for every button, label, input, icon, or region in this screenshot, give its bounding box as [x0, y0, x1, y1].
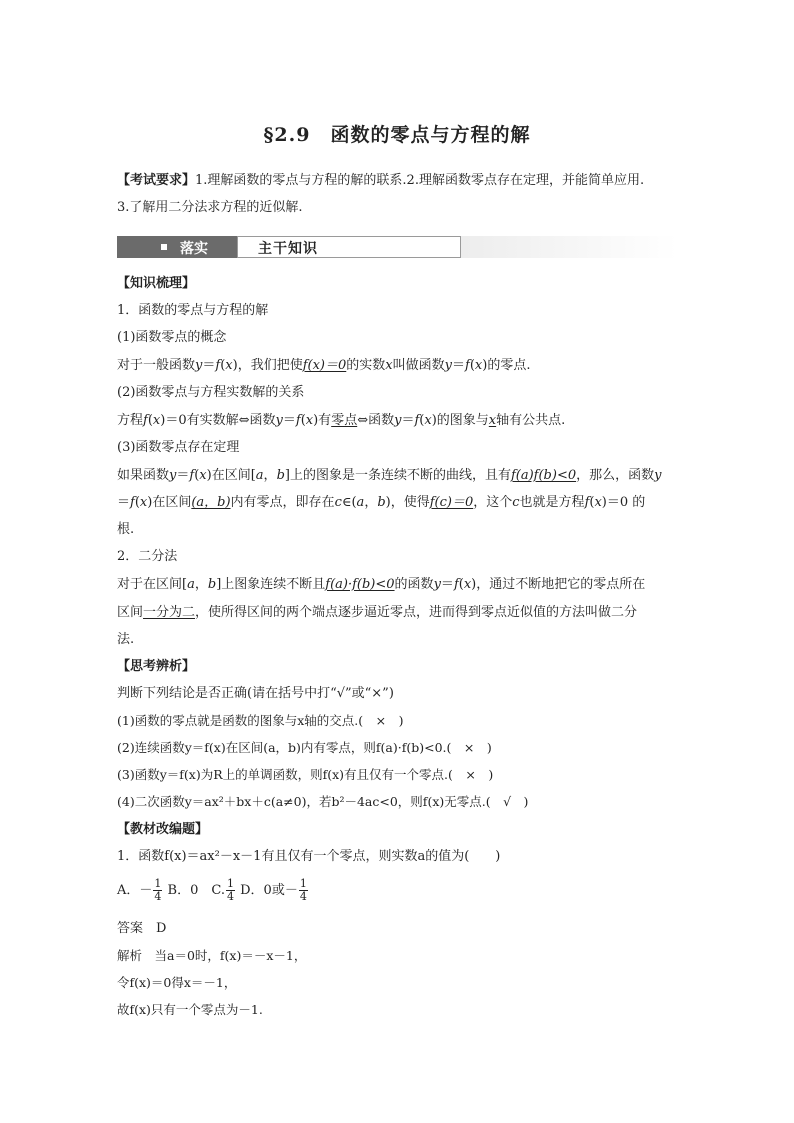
page-title: §2.9 函数的零点与方程的解	[263, 124, 531, 146]
exam-tag: 【考试要求】	[117, 173, 196, 188]
think-item-4: (4)二次函数y＝ax²＋bx＋c(a≠0)，若b²－4ac<0，则f(x)无零点.( √ )	[117, 794, 529, 809]
section-1b-heading: (2)函数零点与方程实数解的关系	[117, 385, 305, 400]
banner-label-right: 主干知识	[258, 241, 318, 257]
blank-zero-point: 零点	[331, 413, 358, 428]
blank-fa-fb: f(a)·f(b)<0	[325, 577, 395, 592]
section-2-line3: 法.	[117, 632, 135, 647]
section-1a-heading: (1)函数零点的概念	[117, 330, 227, 345]
option-a-label: A．－	[117, 883, 153, 898]
section-1b-text: 方程f(x)＝0有实数解⇔函数y＝f(x)有零点⇔函数y＝f(x)的图象与x轴有公共点.	[117, 413, 566, 428]
fraction-one-quarter: $\frac{1}{4}$	[299, 877, 307, 903]
banner-square-icon	[161, 244, 167, 250]
solution-line-3: 故f(x)只有一个零点为－1.	[117, 1002, 263, 1017]
exam-requirements-line2: 3.了解用二分法求方程的近似解.	[117, 200, 303, 215]
think-item-2: (2)连续函数y＝f(x)在区间(a，b)内有零点，则f(a)·f(b)<0.( × )	[117, 740, 492, 755]
section-1-heading: 1．函数的零点与方程的解	[117, 303, 269, 318]
textbook-question-1: 1．函数f(x)＝ax²－x－1有且仅有一个零点，则实数a的值为( )	[117, 849, 501, 864]
textbook-options	[117, 878, 309, 903]
exam-line1: 1.理解函数的零点与方程的解的联系.2.理解函数零点存在定理，并能简单应用.	[195, 173, 645, 188]
think-item-1: (1)函数的零点就是函数的图象与x轴的交点.( × )	[117, 713, 404, 728]
section-1a-text: 对于一般函数y＝f(x)，我们把使f(x)＝0的实数x叫做函数y＝f(x)的零点.	[117, 358, 531, 373]
blank-fx-zero: f(x)＝0	[302, 358, 347, 373]
section-1c-heading: (3)函数零点存在定理	[117, 440, 240, 455]
blank-fc-zero: f(c)＝0	[429, 495, 474, 510]
fraction-one-quarter: $\frac{1}{4}$	[154, 877, 162, 903]
blank-interval: (a，b)	[191, 495, 231, 510]
think-header: 【思考辨析】	[117, 659, 196, 674]
section-1c-line3: 根.	[117, 522, 135, 537]
textbook-header: 【教材改编题】	[117, 822, 209, 837]
section-2-line2: 区间一分为二，使所得区间的两个端点逐步逼近零点，进而得到零点近似值的方法叫做二分	[117, 605, 638, 620]
banner-dark-block	[117, 236, 237, 258]
section-1c-line2: ＝f(x)在区间(a，b)内有零点，即存在c∈(a，b)，使得f(c)＝0，这个c也就是方程f(x)＝0 的	[117, 495, 646, 510]
think-intro: 判断下列结论是否正确(请在括号中打“√”或“×”)	[117, 686, 394, 701]
solution-line-2: 令f(x)＝0得x＝－1，	[117, 975, 237, 990]
solution-line-1: 解析 当a＝0时，f(x)＝－x－1，	[117, 948, 307, 963]
section-1c-line1: 如果函数y＝f(x)在区间[a，b]上的图象是一条连续不断的曲线，且有f(a)f(b)<0，那么，函数y	[117, 468, 662, 483]
banner-label-left: 落实	[180, 241, 208, 257]
blank-split-half: 一分为二	[143, 605, 196, 620]
section-2-heading: 2．二分法	[117, 549, 178, 564]
blank-x-axis: x	[488, 413, 497, 428]
blank-fafb: f(a)f(b)<0	[510, 468, 577, 483]
banner-light-block	[237, 236, 461, 258]
option-bc-label: B．0 C.	[167, 883, 225, 898]
exam-requirements-line1	[117, 172, 644, 190]
think-item-3: (3)函数y＝f(x)为R上的单调函数，则f(x)有且仅有一个零点.( × )	[117, 767, 494, 782]
option-d-label: D．0或－	[240, 883, 298, 898]
knowledge-header: 【知识梳理】	[117, 276, 196, 291]
section-banner	[117, 236, 677, 258]
answer-line: 答案 D	[117, 921, 167, 936]
section-2-line1: 对于在区间[a，b]上图象连续不断且f(a)·f(b)<0的函数y＝f(x)，通过不断地把它的零点所在	[117, 577, 646, 592]
fraction-one-quarter: $\frac{1}{4}$	[226, 877, 234, 903]
